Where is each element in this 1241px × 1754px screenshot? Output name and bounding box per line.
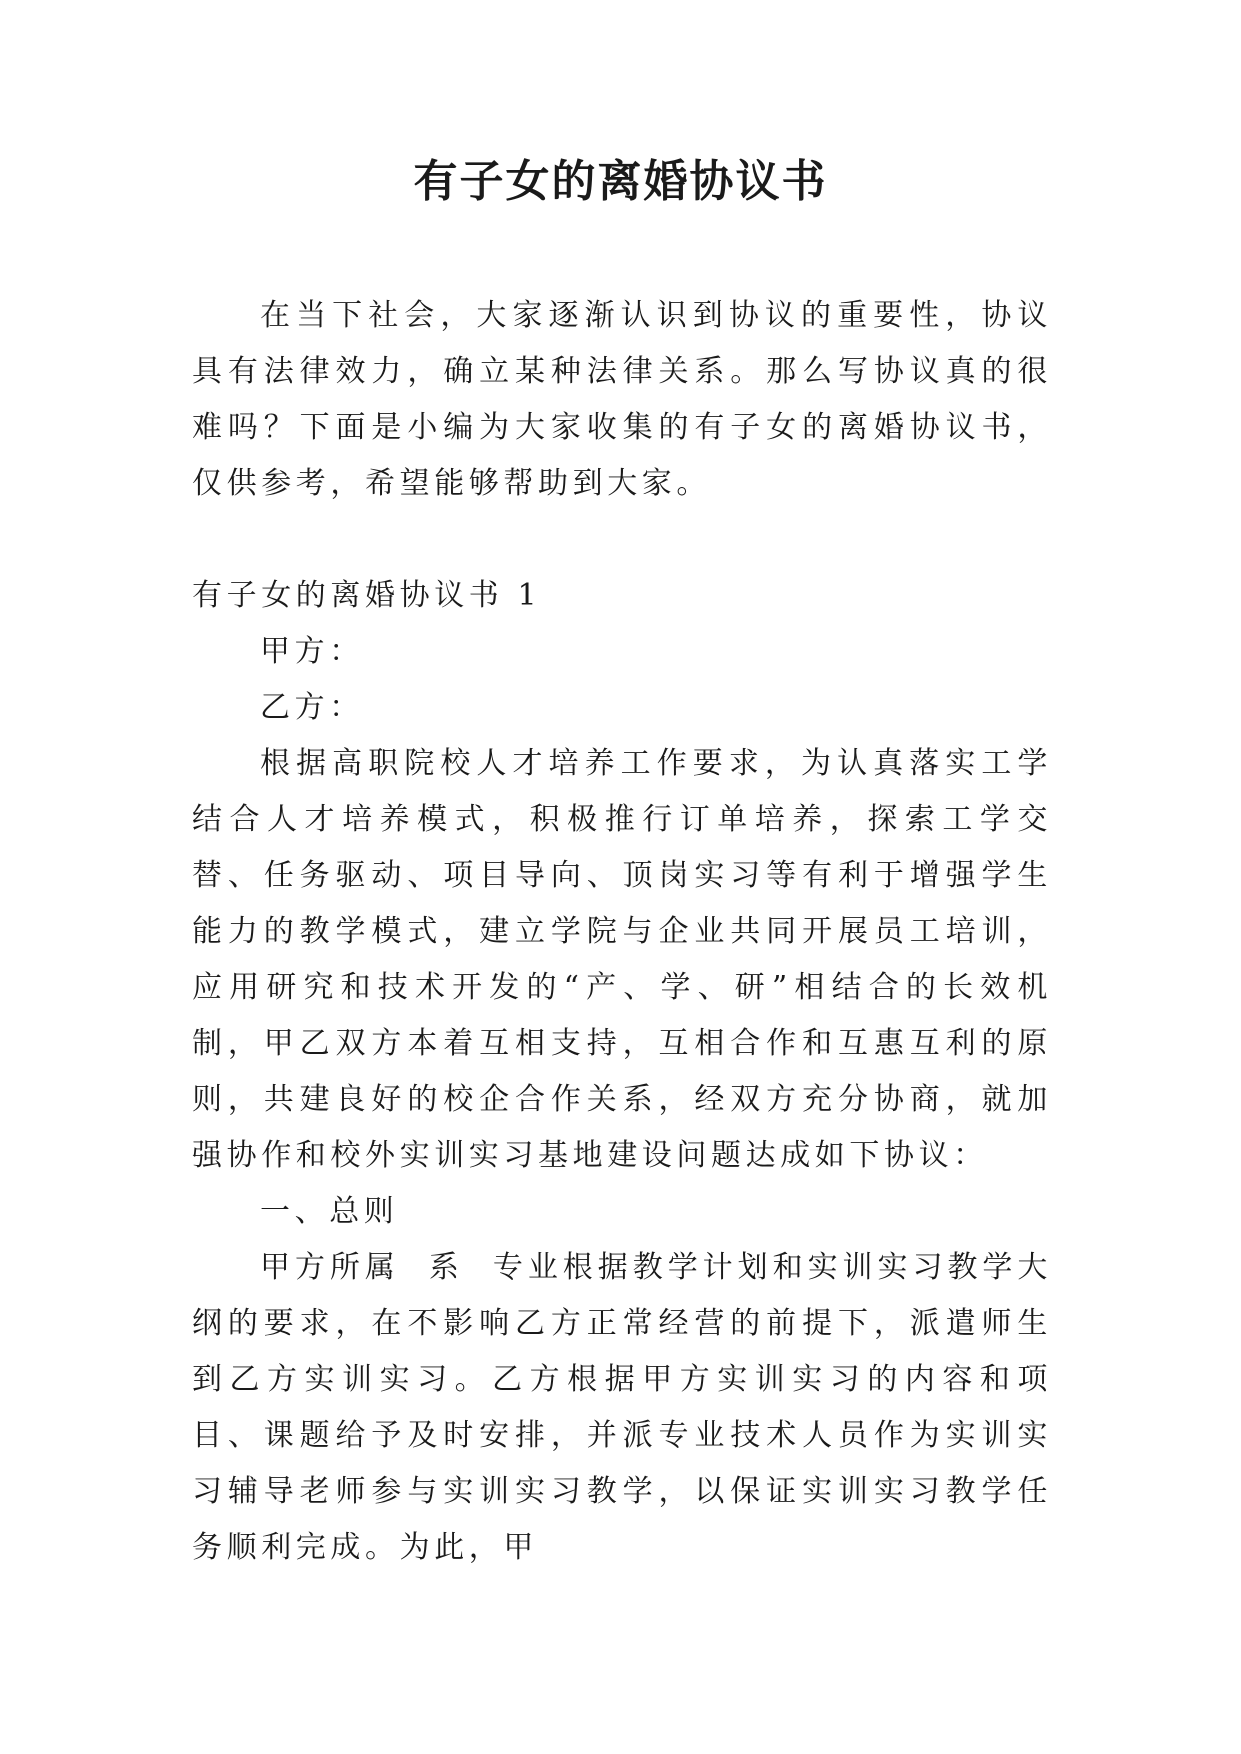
section-heading: 有子女的离婚协议书 1 [192,578,542,613]
document-body [192,288,1052,1576]
body-paragraph-2: 甲方所属 系 专业根据教学计划和实训实习教学大纲的要求，在不影响乙方正常经营的前提下，派遣师生到乙方实训实习。乙方根据甲方实训实习的内容和项目、课题给予及时安排，并派专业技术人员作为实训实习辅导老师参与实训实习教学，以保证实训实习教学任务顺利完成。为此，甲 [192,1250,1052,1565]
party-b-line: 乙方： [260,690,364,725]
intro-paragraph: 在当下社会，大家逐渐认识到协议的重要性，协议具有法律效力，确立某种法律关系。那么写协议真的很难吗？下面是小编为大家收集的有子女的离婚协议书，仅供参考，希望能够帮助到大家。 [192,298,1052,501]
clause-heading: 一、总则 [260,1194,399,1229]
party-a-line: 甲方： [260,634,364,669]
document-title: 有子女的离婚协议书 [413,156,828,207]
body-paragraph-1: 根据高职院校人才培养工作要求，为认真落实工学结合人才培养模式，积极推行订单培养，探索工学交替、任务驱动、项目导向、顶岗实习等有利于增强学生能力的教学模式，建立学院与企业共同开展员工培训，应用研究和技术开发的“产、学、研”相结合的长效机制，甲乙双方本着互相支持，互相合作和互惠互利的原则，共建良好的校企合作关系，经双方充分协商，就加强协作和校外实训实习基地建设问题达成如下协议： [192,746,1052,1173]
